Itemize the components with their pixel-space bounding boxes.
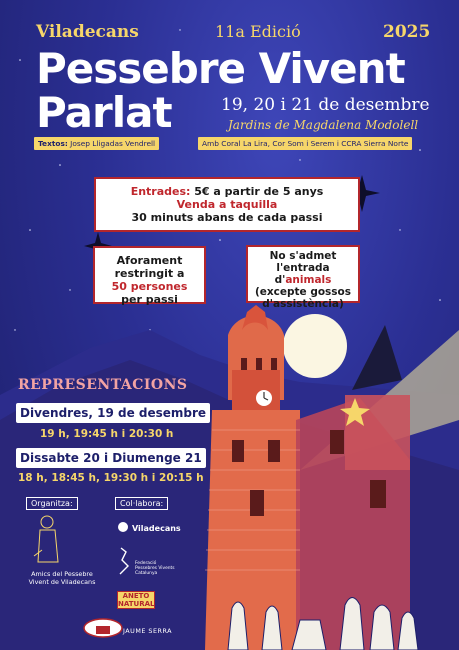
animals-line4: (excepte gossos: [254, 286, 352, 298]
animals-highlight: animals: [285, 274, 332, 286]
year-label: 2025: [383, 22, 431, 42]
viladecans-logo-icon: [118, 522, 128, 532]
schedule-day2: Dissabte 20 i Diumenge 21: [16, 448, 206, 468]
schedule-heading: REPRESENTACIONS: [18, 377, 188, 393]
capacity-line4: per passi: [121, 293, 178, 306]
animals-box: [246, 245, 360, 310]
animals-prefix: d': [274, 274, 286, 286]
capacity-box: [93, 246, 206, 304]
organizer-label: Organitza:: [26, 497, 78, 510]
schedule-times1: 19 h, 19:45 h i 20:30 h: [40, 428, 174, 440]
edition-label: 11a Edició: [215, 22, 301, 41]
choirs-credit: Amb Coral La Lira, Cor Som i Serem i CCRA Sierra Norte: [198, 137, 412, 150]
tickets-prefix: Entrades:: [130, 185, 191, 198]
capacity-line2: restringit a: [114, 267, 185, 280]
event-venue: Jardins de Magdalena Modolell: [228, 118, 419, 132]
texts-label: Textos:: [38, 139, 68, 148]
tickets-sale: Venda a taquilla: [176, 198, 278, 211]
animals-line1: No s'admet: [269, 250, 337, 262]
viladecans-logo: Viladecans: [132, 524, 181, 533]
organizer-name: Amics del Pessebre Vivent de Viladecans: [28, 570, 96, 586]
tickets-price-line: [96, 185, 358, 198]
capacity-highlight: 50 persones: [111, 280, 188, 293]
tickets-timing: 30 minuts abans de cada passi: [131, 211, 323, 224]
tickets-price: 5€ a partir de 5 anys: [194, 185, 324, 198]
capacity-line1: Aforament: [116, 254, 183, 267]
main-title-line2: Parlat: [36, 88, 172, 137]
texts-credit: [34, 137, 159, 150]
animals-line5: d'assistència): [262, 298, 344, 310]
main-title: Pessebre Vivent: [36, 44, 405, 93]
tickets-box: [94, 177, 360, 232]
texts-author: Josep Lligadas Vendrell: [70, 139, 156, 148]
vila-logo-icon: [82, 617, 124, 639]
animals-line2: l'entrada: [276, 262, 330, 274]
animals-line3: [248, 274, 358, 286]
aneto-logo: ANETO NATURAL: [118, 592, 155, 608]
schedule-day1: Divendres, 19 de desembre: [16, 403, 210, 423]
collaborator-label: Col·labora:: [115, 497, 168, 510]
moon: [283, 314, 347, 378]
schedule-times2: 18 h, 18:45 h, 19:30 h i 20:15 h: [18, 472, 204, 484]
jaume-serra-logo: JAUME SERRA: [123, 627, 172, 635]
event-dates: 19, 20 i 21 de desembre: [221, 95, 430, 115]
town-name: Viladecans: [36, 22, 139, 42]
federation-logo: Federació Pessebres Vivents Catalunya: [135, 561, 175, 576]
